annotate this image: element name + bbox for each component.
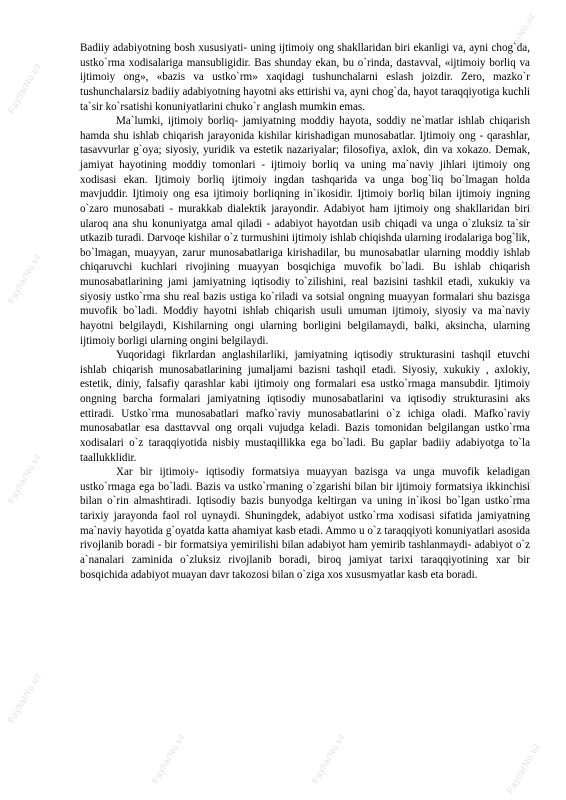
paragraph-social-being: Ma`lumki, ijtimoiy borliq- jamiyatning moddiy hayota, soddiy ne`matlar ishlab chiqarish hamda shu ishlab chiqarish jarayonida kishilar kirishadigan munosabatlar. Ijtimoiy ong - qarashlar, tasavvurlar g`oya; siyosiy, yuridik va estetik nazariyalar; filosofiya, axlok, din va xokazo. Demak, jamiyat hayotining moddiy tomonlari - ijtimoiy borliq va uning ma`naviy jihlari ijtimoiy ong xodisasi ekan. Ijtimoiy borliq ijtimoiy ingdan tashqarida va unga bog`liq bo`lmagan holda mavjuddir. Ijtimoiy ong esa ijtimoiy borliqning in`ikosidir. Ijtimoiy borliq bilan ijtimoiy ingning o`zaro munosabati - murakkab dialektik jarayondir. Adabiyot ham ijtimoiy ong shakllaridan biri ularoq ana shu konuniyatga amal qiladi - adabiyot hayotdan usib chiqadi va unga o`zluksiz ta`sir utkazib turadi. Darvoqe kishilar o`z turmushini ijtimoiy ishlab chiqishda ularning irodalariga bog`lik, bo`lmagan, muayyan, zarur munosabatlariga kirishadilar, bu munosabatlar ularning moddiy ishlab chiqaruvchi kuchlari rivojining muayyan bosqichiga muvofik bo`ladi. Bu ishlab chiqarish munosabatlarining jami jamiyatning iqtisodiy to`zilishini, real bazisini tashkil etadi, xukukiy va siyosiy ustko`rma shu real bazis ustiga ko`riladi va sotsial ongning muayyan formalari shu bazisga muvofik bo`ladi. Moddiy hayotni ishlab chiqarish usuli umuman ijtimoiy, siyosiy va ma`naviy hayotni belgilaydi, Kishilarning ongi ularning borligini belgilamaydi, balki, aksincha, ularning ijtimoiy borligi ularning ongini belgilaydi. [80,115,530,347]
document-body [80,41,530,582]
paragraph-intro: Badiiy adabiyotning bosh xususiyati- uning ijtimoiy ong shakllaridan biri ekanligi va, ayni chog`da, ustko`rma xodisalariga mansubligidir. Bas shunday ekan, bu o`rinda, dastavval, «ijtimoiy borliq va ijtimoiy ong», «bazis va ustko`rm» xaqidagi tushunchalarni eslash joizdir. Zero, mazko`r tushunchalarsiz badiiy adabiyotning hayotni aks ettirishi va, ayni chog`da, hayot taraqqiyotiga kuchli ta`sir ko`rsatishi konuniyatlarini chuko`r anglash mumkin emas. [80,42,530,113]
watermark-text: FayllarNo.uz [500,471,537,525]
watermark-text: FayllarNo.uz [310,731,347,785]
watermark-text: FayllarNo.uz [6,451,43,505]
watermark-text: FayllarNo.uz [500,201,537,255]
watermark-text: FayllarNo.uz [150,731,187,785]
watermark-text: FayllarNo.uz [6,671,43,725]
watermark-text: FayllarNo.uz [6,251,43,305]
watermark-text: FayllarNo.uz [505,741,542,795]
paragraph-base-superstructure: Yuqoridagi fikrlardan anglashilarliki, jamiyatning iqtisodiy strukturasini tashqil etuvchi ishlab chiqarish munosabatlarining jumaljami bazisni tashqil etadi. Siyosiy, xukukiy , axlokiy, estetik, diniy, falsafiy qarashlar kabi ijtimoiy ong formalari esa ustko`rmaga mansubdir. Ijtimoiy ongning barcha formalari jamiyatning iqtisodiy munosabatlarini va iqtisodiy strukturasini aks ettiradi. Ustko`rma munosabatlari mafko`raviy munosabatlarini o`z ichiga oladi. Mafko`raviy munosabatlar esa dasttavval ong orqali vujudga keladi. Bazis tomonidan belgilangan ustko`rma xodisalari o`z taraqqiyotida nisbiy mustaqillikka ega bo`ladi. Bu gaplar badiiy adabiyotga to`la taallukklidir. [80,349,530,464]
paragraph-formation: Xar bir ijtimoiy- iqtisodiy formatsiya muayyan bazisga va unga muvofik keladigan ustko`rmaga ega bo`ladi. Bazis va ustko`rmaning o`zgarishi bilan bir ijtimoiy formatsiya ikkinchisi bilan o`rin almashtiradi. Iqtisodiy bazis bunyodga keltirgan va uning in`ikosi bo`lgan ustko`rma tarixiy jarayonda faol rol uynaydi. Shuningdek, adabiyot ustko`rma xodisasi sifatida jamiyatning ma`naviy hayotida g`oyatda katta ahamiyat kasb etadi. Ammo u o`z taraqqiyoti konuniyatlari asosida rivojlanib boradi - bir formatsiya yemirilishi bilan adabiyot ham yemirib tashlanmaydi- adabiyot o`z a`nanalari zaminida o`zluksiz rivojlanib boradi, biroq jamiyat tarixi taraqqiyotining xar bir bosqichida adabiyot muayan davr takozosi bilan o`ziga xos xususmyatlar kasb eta boradi. [80,466,530,581]
watermark-text: FayllarNo.uz [6,61,43,115]
watermark-text: FayllarNo.uz [500,11,537,65]
